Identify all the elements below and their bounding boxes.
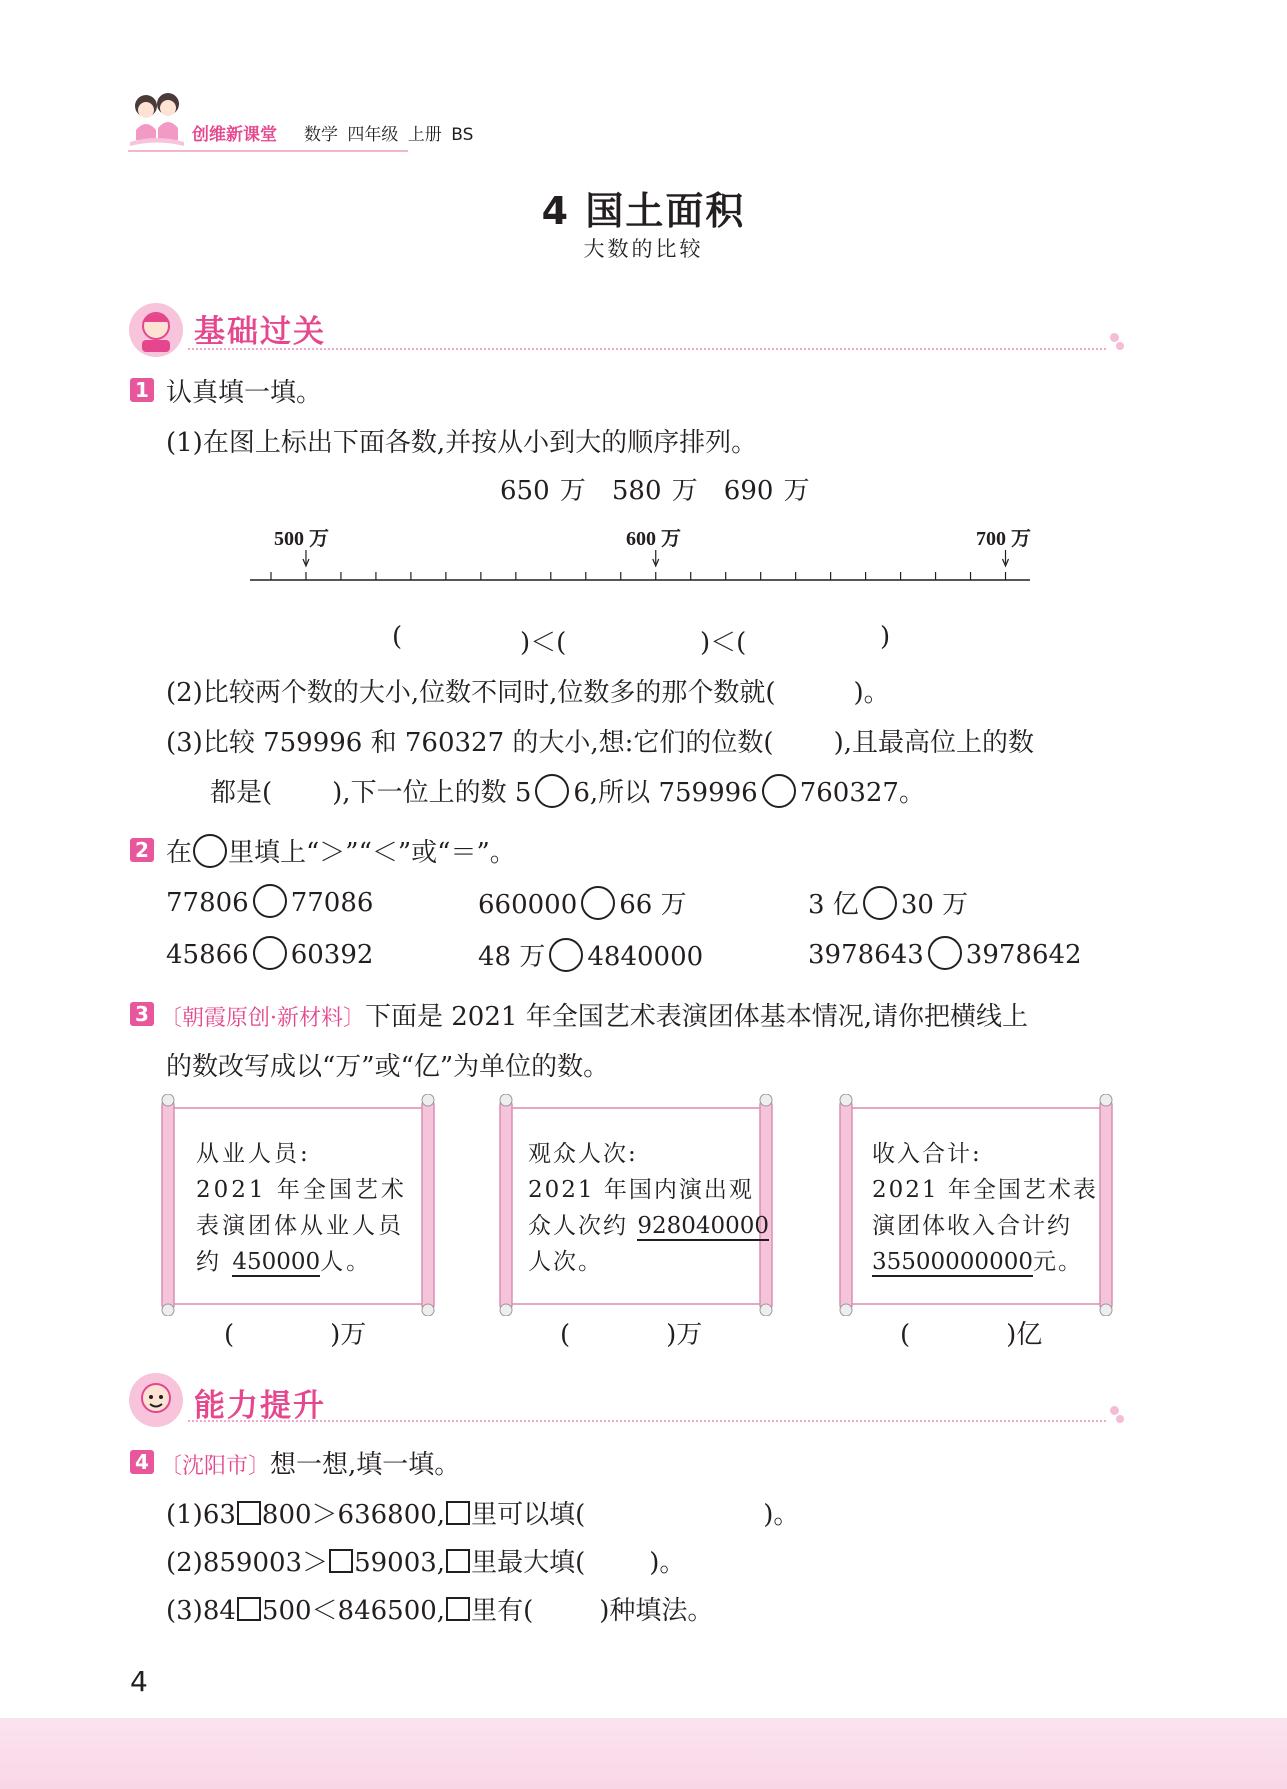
section-divider — [188, 1420, 1106, 1424]
bottom-band — [0, 1718, 1287, 1789]
divider-dot-icon — [1110, 333, 1119, 342]
compare-item: 3978643 3978642 — [808, 936, 1082, 970]
section-advanced-title: 能力提升 — [194, 1388, 326, 1424]
page-number: 4 — [130, 1665, 148, 1698]
compare-item: 77806 77086 — [166, 884, 373, 918]
q3-stem: 〔朝霞原创·新材料〕下面是 2021 年全国艺术表演团体基本情况,请你把横线上 — [160, 1002, 1028, 1032]
question-number: 3 — [130, 1002, 154, 1026]
box-icon — [446, 1549, 470, 1573]
kids-logo-icon — [128, 90, 186, 150]
box-icon — [446, 1501, 470, 1525]
header-brand: 创维新课堂 — [192, 125, 277, 145]
q4-part1: (1)63 800＞636800, 里可以填( )。 — [166, 1500, 800, 1530]
compare-item: 3 亿 30 万 — [808, 884, 968, 921]
answer-circle[interactable] — [863, 886, 897, 920]
q1-part1: (1)在图上标出下面各数,并按从小到大的顺序排列。 — [166, 428, 758, 458]
number-line-label: 600 万 — [626, 528, 681, 550]
q1-order-sep1: )＜( — [520, 628, 567, 658]
q4-stem: 〔沈阳市〕想一想,填一填。 — [160, 1450, 461, 1480]
number-line-label: 500 万 — [274, 528, 329, 550]
answer-circle[interactable] — [581, 886, 615, 920]
box-icon — [446, 1597, 470, 1621]
header-info: 数学 四年级 上册 BS — [304, 125, 474, 145]
q3-stem-cont: 的数改写成以“万”或“亿”为单位的数。 — [166, 1052, 610, 1082]
question-number: 2 — [130, 838, 154, 862]
q4-part3: (3)84 500＜846500, 里有( )种填法。 — [166, 1596, 714, 1626]
circle-icon — [193, 834, 227, 868]
question-number: 1 — [130, 378, 154, 402]
answer-circle[interactable] — [928, 936, 962, 970]
page-subtitle: 大数的比较 — [583, 237, 704, 261]
divider-dot-icon — [1110, 1406, 1119, 1415]
compare-item: 48 万 4840000 — [478, 936, 703, 973]
q1-order-close: ) — [880, 622, 891, 652]
source-tag: 〔朝霞原创·新材料〕 — [160, 1006, 365, 1031]
q1-numbers: 650 万 580 万 690 万 — [500, 476, 810, 506]
q1-stem: 认真填一填。 — [166, 378, 323, 408]
divider-dot-icon — [1116, 342, 1124, 350]
box-icon — [329, 1549, 353, 1573]
number-line — [240, 548, 1040, 588]
number-line-label: 700 万 — [976, 528, 1031, 550]
q1-part3-cont: 都是( ),下一位上的数 5 6,所以 759996 760327。 — [210, 772, 925, 809]
answer-circle[interactable] — [253, 884, 287, 918]
q4-part2: (2)859003＞ 59003, 里最大填( )。 — [166, 1548, 686, 1578]
answer-circle[interactable] — [549, 938, 583, 972]
compare-item: 660000 66 万 — [478, 884, 687, 921]
divider-dot-icon — [1116, 1415, 1124, 1423]
box-icon — [237, 1597, 261, 1621]
scroll-text: 从业人员: 2021 年全国艺术 表演团体从业人员 约 450000人。 — [196, 1141, 407, 1275]
box-icon — [237, 1501, 261, 1525]
section-boy-icon — [128, 1372, 184, 1428]
answer-circle[interactable] — [762, 774, 796, 808]
scroll-text: 收入合计: 2021 年全国艺术表 演团体收入合计约 35500000000元。 — [872, 1141, 1098, 1275]
q2-stem: 在 里填上“＞”“＜”或“＝”。 — [166, 832, 516, 869]
answer-circle[interactable] — [253, 936, 287, 970]
section-basic-title: 基础过关 — [194, 314, 326, 350]
q1-order-open: ( — [392, 622, 403, 652]
scroll-answer: ( )亿 — [900, 1320, 1043, 1350]
question-number: 4 — [130, 1450, 154, 1474]
source-tag: 〔沈阳市〕 — [160, 1454, 271, 1479]
header-divider — [128, 150, 408, 152]
q1-order-sep2: )＜( — [700, 628, 747, 658]
answer-circle[interactable] — [535, 774, 569, 808]
section-girl-icon — [128, 302, 184, 358]
page-title: 4 国土面积 — [541, 189, 746, 233]
scroll-text: 观众人次: 2021 年国内演出观 众人次约 928040000 人次。 — [528, 1141, 770, 1275]
scroll-answer: ( )万 — [560, 1320, 703, 1350]
compare-item: 45866 60392 — [166, 936, 373, 970]
scroll-answer: ( )万 — [224, 1320, 367, 1350]
q1-part2: (2)比较两个数的大小,位数不同时,位数多的那个数就( )。 — [166, 678, 890, 708]
section-divider — [188, 348, 1106, 352]
q1-part3: (3)比较 759996 和 760327 的大小,想:它们的位数( ),且最高位上的数 — [166, 728, 1034, 758]
